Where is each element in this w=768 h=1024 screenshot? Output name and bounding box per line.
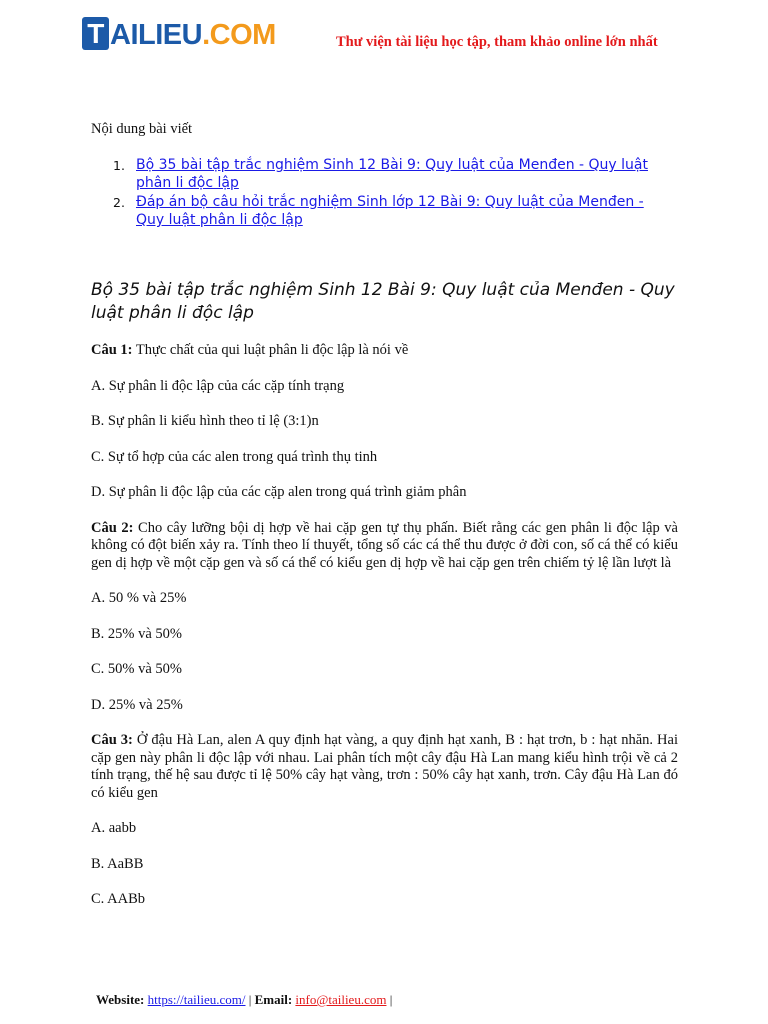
section-heading: Bộ 35 bài tập trắc nghiệm Sinh 12 Bài 9: Quy luật của Menđen - Quy luật phân li độc lập <box>91 280 675 323</box>
answer-option: A. Sự phân li độc lập của các cặp tính trạng <box>91 377 345 394</box>
toc-link[interactable]: Bộ 35 bài tập trắc nghiệm Sinh 12 Bài 9: Quy luật của Menđen - Quy luật phân li độc lập <box>136 157 648 191</box>
toc-item-number: 2. <box>113 195 125 210</box>
toc-title: Nội dung bài viết <box>91 121 193 137</box>
question-text: Ở đậu Hà Lan, alen A quy định hạt vàng, a quy định hạt xanh, B : hạt trơn, b : hạt nhăn. Hai cặp gen này phân li độc lập với nhau. Lai phân tích một cây đậu Hà Lan mang kiểu hình trội về cả 2 tính trạng, thế hệ sau được tỉ lệ 50% cây hạt vàng, trơn : 50% cây hạt xanh, trơn. Cây đậu Hà Lan đó có kiểu gen <box>91 732 678 801</box>
question-3 <box>91 732 678 802</box>
question-1 <box>91 342 678 360</box>
answer-option: D. Sự phân li độc lập của các cặp alen trong quá trình giảm phân <box>91 484 467 500</box>
footer-website-link[interactable]: https://tailieu.com/ <box>147 992 246 1007</box>
question-2 <box>91 520 678 573</box>
footer-separator: | <box>389 992 393 1007</box>
footer-email-link[interactable]: info@tailieu.com <box>295 992 387 1007</box>
question-label: Câu 2: <box>91 519 134 536</box>
table-of-contents <box>113 156 653 230</box>
answer-option: C. Sự tổ hợp của các alen trong quá trình thụ tinh <box>91 448 378 465</box>
site-tagline: Thư viện tài liệu học tập, tham khảo online lớn nhất <box>336 34 658 50</box>
answer-option: D. 25% và 25% <box>91 696 183 713</box>
question-label: Câu 3: <box>91 732 133 748</box>
page-footer <box>96 992 392 1008</box>
question-text: Thực chất của qui luật phân li độc lập là nói về <box>132 342 409 358</box>
answer-option: A. aabb <box>91 820 137 836</box>
answer-option: B. 25% và 50% <box>91 625 183 642</box>
answer-option: B. Sự phân li kiểu hình theo tỉ lệ (3:1)n <box>91 413 319 429</box>
toc-item-number: 1. <box>113 158 125 173</box>
toc-item <box>113 193 653 229</box>
answer-option: C. AABb <box>91 891 145 907</box>
logo-text: AILIEU <box>110 19 203 51</box>
answer-option: C. 50% và 50% <box>91 661 183 677</box>
site-logo[interactable] <box>82 14 276 50</box>
answer-option: A. 50 % và 25% <box>91 590 187 606</box>
footer-website-label: Website: <box>96 992 145 1007</box>
question-label: Câu 1: <box>91 342 133 358</box>
logo-letter-box: T <box>82 17 109 50</box>
logo-suffix: .COM <box>202 19 276 51</box>
footer-email-label: Email: <box>254 992 293 1007</box>
footer-separator: | <box>248 992 252 1007</box>
answer-option: B. AaBB <box>91 855 144 872</box>
questions-content <box>91 342 678 927</box>
toc-link[interactable]: Đáp án bộ câu hỏi trắc nghiệm Sinh lớp 12 Bài 9: Quy luật của Menđen - Quy luật phân li độc lập <box>136 194 644 228</box>
question-text: Cho cây lưỡng bội dị hợp về hai cặp gen tự thụ phấn. Biết rằng các gen phân li độc lập và không có đột biến xảy ra. Tính theo lí thuyết, tổng số các cá thể thu được ở đời con, số cá thể có kiểu gen dị hợp về một cặp gen và số cá thể có kiểu gen dị hợp về hai cặp gen trên chiếm tỷ lệ lần lượt là <box>91 519 678 571</box>
toc-item <box>113 156 653 192</box>
